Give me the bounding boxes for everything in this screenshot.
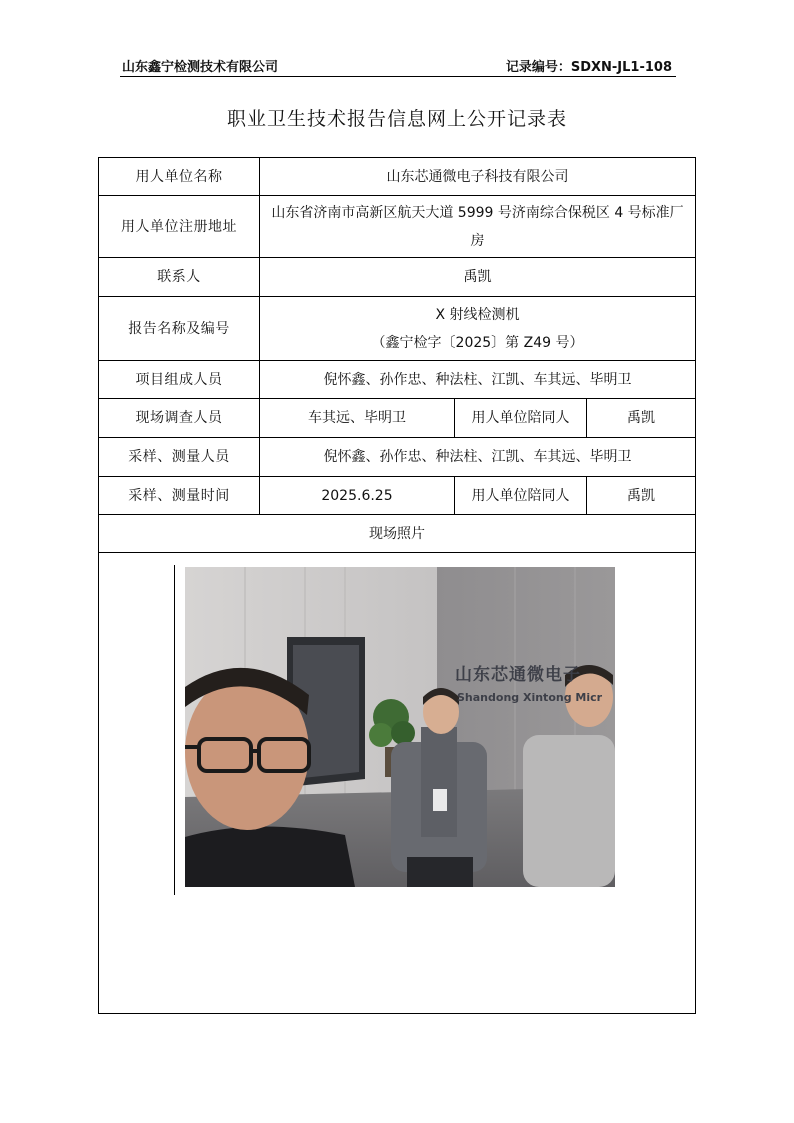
row-employer-name <box>99 158 696 196</box>
team-label: 项目组成人员 <box>99 361 260 399</box>
header-company: 山东鑫宁检测技术有限公司 <box>122 60 279 75</box>
row-photo <box>99 553 696 1014</box>
row-photo-label <box>99 515 696 553</box>
row-sampling <box>99 438 696 477</box>
site-photo-illustration <box>185 567 615 887</box>
site-photo <box>185 567 615 887</box>
escort-label: 用人单位陪同人 <box>455 399 587 438</box>
employer-name-value: 山东芯通微电子科技有限公司 <box>260 158 696 196</box>
row-team <box>99 361 696 399</box>
row-report <box>99 297 696 361</box>
row-survey <box>99 399 696 438</box>
document-title: 职业卫生技术报告信息网上公开记录表 <box>226 108 567 130</box>
contact-label: 联系人 <box>99 258 260 297</box>
address-label: 用人单位注册地址 <box>99 196 260 258</box>
photo-sign-chinese: 山东芯通微电子 <box>455 665 581 685</box>
employer-name-label: 用人单位名称 <box>99 158 260 196</box>
time-label: 采样、测量时间 <box>99 477 260 515</box>
survey-label: 现场调查人员 <box>99 399 260 438</box>
photo-label: 现场照片 <box>99 515 696 553</box>
photo-sign-english: Shandong Xintong Micr <box>457 691 603 704</box>
survey-value: 车其远、毕明卫 <box>260 399 455 438</box>
row-time <box>99 477 696 515</box>
team-value: 倪怀鑫、孙作忠、种法柱、江凯、车其远、毕明卫 <box>260 361 696 399</box>
report-name: X 射线检测机 <box>435 306 520 323</box>
escort2-label: 用人单位陪同人 <box>455 477 587 515</box>
header-divider <box>120 76 676 77</box>
sampling-value: 倪怀鑫、孙作忠、种法柱、江凯、车其远、毕明卫 <box>260 438 696 477</box>
row-contact <box>99 258 696 297</box>
address-value: 山东省济南市高新区航天大道 5999 号济南综合保税区 4 号标准厂房 <box>260 196 696 258</box>
header-record-number: 记录编号：SDXN-JL1-108 <box>505 60 672 75</box>
report-label: 报告名称及编号 <box>99 297 260 361</box>
escort-value: 禹凯 <box>587 399 696 438</box>
contact-value: 禹凯 <box>260 258 696 297</box>
page-header <box>120 56 676 76</box>
photo-margin-line <box>174 565 175 895</box>
sampling-label: 采样、测量人员 <box>99 438 260 477</box>
escort2-value: 禹凯 <box>587 477 696 515</box>
report-number: （鑫宁检字〔2025〕第 Z49 号） <box>371 334 584 351</box>
time-value: 2025.6.25 <box>260 477 455 515</box>
photo-cell <box>99 553 696 1014</box>
record-form-table <box>98 157 696 1014</box>
report-value <box>260 297 696 361</box>
row-address <box>99 196 696 258</box>
